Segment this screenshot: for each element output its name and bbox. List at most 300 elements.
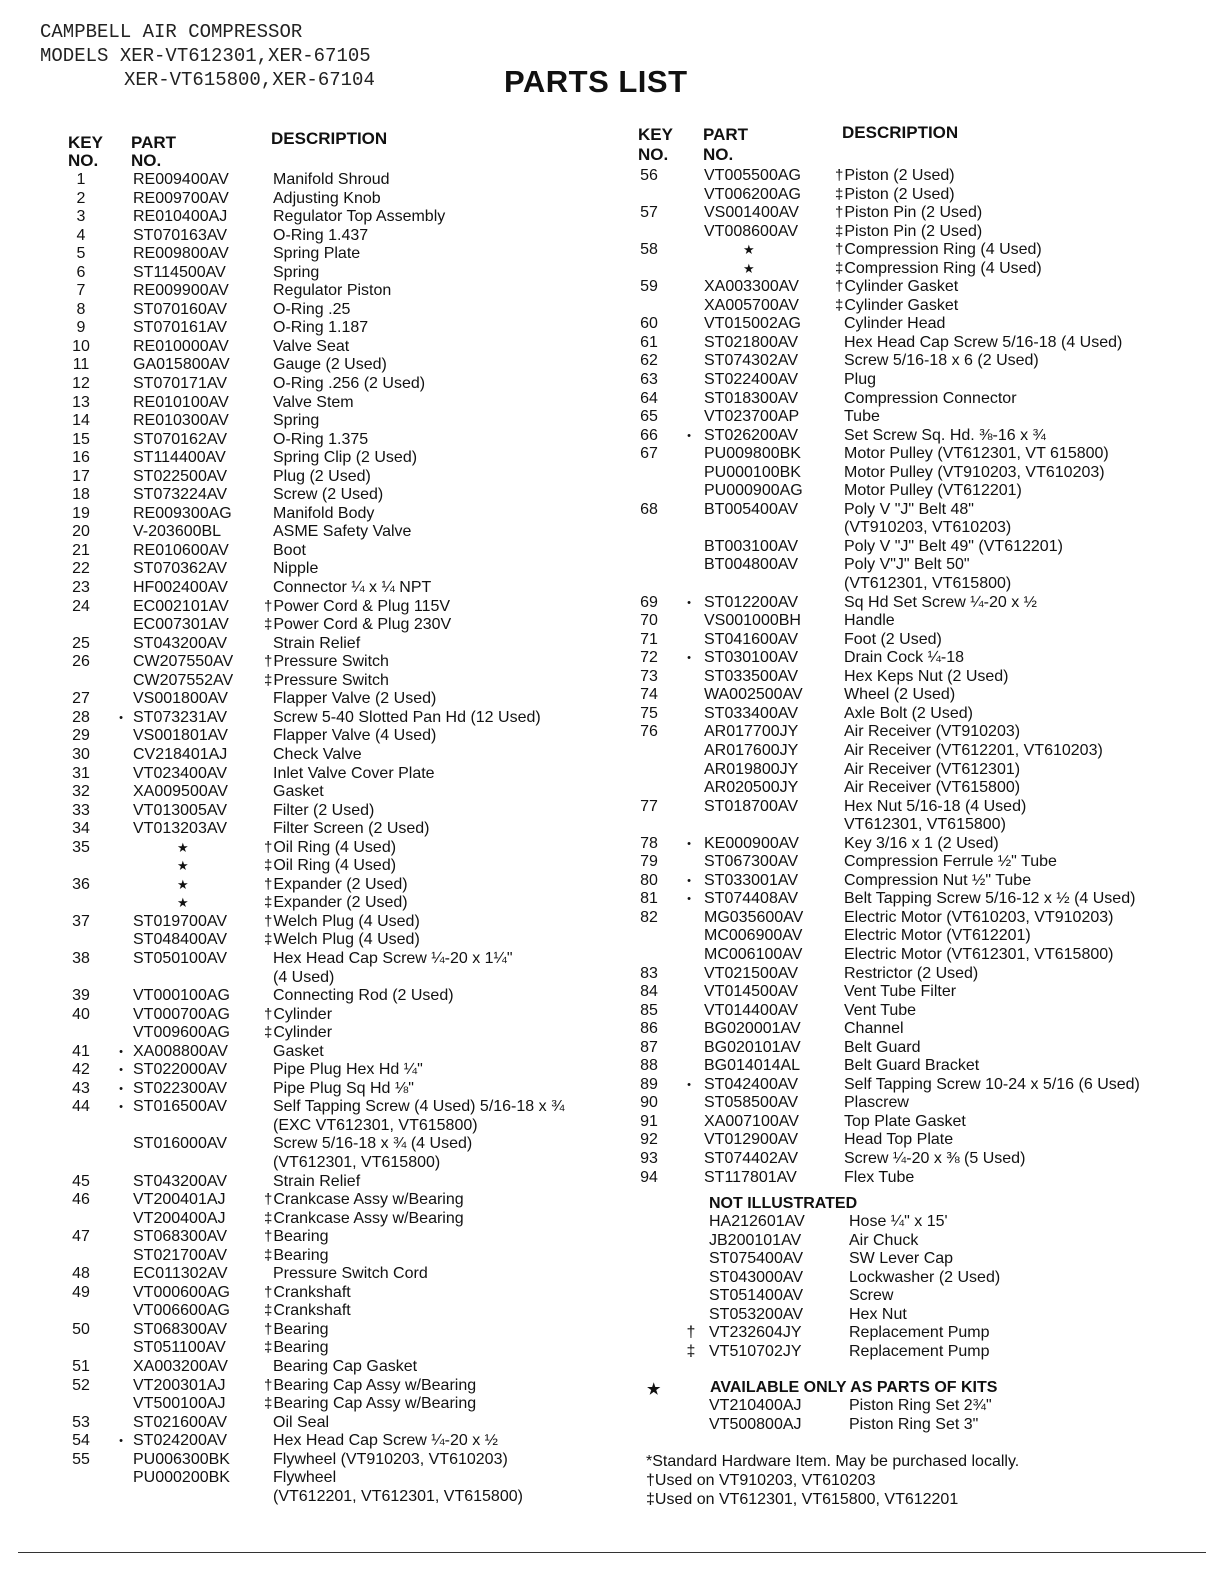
parts-row (0, 1173, 610, 1192)
part-description: †Cylinder Gasket (835, 278, 959, 296)
model-marker: ‡ (835, 222, 844, 240)
key-number: 70 (640, 612, 658, 630)
part-description: Flex Tube (844, 1168, 915, 1186)
key-number: † (686, 1324, 696, 1342)
part-description: Belt Guard (844, 1038, 921, 1056)
right-part-header: PART (703, 125, 749, 144)
part-description: Oil Seal (273, 1413, 330, 1431)
model-marker: † (264, 1005, 273, 1023)
parts-row (0, 1469, 610, 1488)
key-number: 62 (640, 352, 658, 370)
key-number: 41 (72, 1042, 90, 1060)
key-number: 51 (72, 1358, 90, 1375)
part-number: ST070161AV (133, 319, 227, 337)
key-number: 21 (72, 541, 90, 559)
key-number: 45 (72, 1172, 90, 1190)
part-description: Valve Stem (273, 393, 354, 411)
standard-hardware-mark: • (687, 837, 691, 850)
standard-hardware-mark: • (119, 1101, 123, 1114)
key-number: 1 (76, 171, 86, 188)
part-number: VT013005AV (133, 801, 227, 819)
model-marker: ‡ (264, 931, 273, 949)
part-number: VT500100AJ (133, 1395, 226, 1413)
key-number: 46 (72, 1191, 90, 1209)
part-number: BT003100AV (704, 537, 798, 555)
part-number: VT014400AV (704, 1001, 798, 1019)
key-number: 5 (76, 245, 86, 263)
part-number: V-203600BL (133, 523, 222, 541)
page-title: PARTS LIST (504, 64, 688, 99)
model-marker: ‡ (264, 1339, 273, 1357)
part-number: ST042400AV (704, 1075, 798, 1093)
parts-row (620, 352, 1200, 371)
part-number: VS001400AV (704, 204, 799, 222)
parts-row (620, 501, 1200, 520)
part-description: Electric Motor (VT610203, VT910203) (844, 908, 1114, 926)
part-number: XA009500AV (133, 783, 228, 801)
key-number: 36 (72, 875, 90, 893)
key-number: 16 (72, 449, 90, 467)
part-description: †Piston Pin (2 Used) (835, 204, 983, 222)
part-number: VT000700AG (133, 1005, 230, 1023)
parts-row (620, 315, 1200, 334)
parts-row (620, 1002, 1200, 1021)
part-number: ST030100AV (704, 649, 798, 667)
parts-row (0, 1395, 610, 1414)
part-number: CV218401AJ (133, 745, 228, 763)
standard-hardware-mark: • (119, 1045, 123, 1058)
standard-hardware-mark: • (687, 1078, 691, 1091)
key-number: 14 (72, 412, 90, 430)
key-number: 17 (72, 467, 90, 485)
key-number: 89 (640, 1075, 658, 1093)
part-number: XA008800AV (133, 1042, 228, 1060)
key-number: 44 (72, 1098, 90, 1116)
part-description: Cylinder Head (844, 315, 946, 333)
part-number: ST024200AV (133, 1432, 227, 1450)
key-number: 68 (640, 500, 658, 518)
part-number: ST016000AV (133, 1135, 227, 1153)
parts-row (620, 779, 1200, 798)
key-number: 94 (640, 1168, 658, 1186)
part-description: Motor Pulley (VT612201) (844, 482, 1022, 500)
part-number: ST074408AV (704, 890, 798, 908)
key-number: 73 (640, 667, 658, 685)
model-marker: † (835, 167, 844, 184)
part-description: Compression Connector (844, 389, 1017, 407)
key-number: 40 (72, 1005, 90, 1023)
part-description: Connecting Rod (2 Used) (273, 987, 454, 1005)
model-marker: ‡ (264, 1024, 273, 1042)
key-number: 10 (72, 337, 90, 355)
part-description: ‡Cylinder (264, 1024, 333, 1042)
parts-row (620, 1131, 1200, 1150)
part-number: ST058500AV (704, 1094, 798, 1112)
parts-row (0, 523, 610, 542)
part-number: ST051400AV (709, 1287, 803, 1305)
part-number: BG020001AV (704, 1020, 801, 1038)
part-description: Flywheel (273, 1469, 337, 1487)
part-number: ST026200AV (704, 426, 798, 444)
part-number: RE010300AV (133, 412, 229, 430)
part-number: CW207552AV (133, 671, 234, 689)
part-description: Compression Ferrule ½" Tube (844, 853, 1057, 871)
part-description: †Piston (2 Used) (835, 167, 955, 184)
parts-row (620, 334, 1200, 353)
part-number: VS001800AV (133, 690, 228, 708)
part-number: MG035600AV (704, 908, 804, 926)
parts-row (620, 186, 1200, 205)
part-description: Check Valve (273, 745, 362, 763)
parts-row (620, 927, 1200, 946)
part-description: Hex Nut 5/16-18 (4 Used) (844, 797, 1027, 815)
part-description: Screw ¼-20 x ⅜ (5 Used) (844, 1149, 1026, 1167)
part-number: VS001801AV (133, 727, 228, 745)
part-number: JB200101AV (709, 1231, 802, 1249)
part-number: RE009300AG (133, 504, 232, 522)
parts-row (0, 394, 610, 413)
part-description: †Bearing Cap Assy w/Bearing (264, 1376, 477, 1394)
key-number: 4 (76, 226, 86, 244)
key-number: 66 (640, 426, 658, 444)
part-description: Screw 5/16-18 x 6 (2 Used) (844, 352, 1039, 370)
parts-row (0, 1061, 610, 1080)
parts-row (620, 575, 1200, 594)
key-number: 85 (640, 1001, 658, 1019)
parts-row (620, 445, 1200, 464)
part-number: GA015800AV (133, 356, 230, 374)
parts-row (0, 635, 610, 654)
key-number: 9 (76, 319, 86, 337)
part-description: (VT612301, VT615800) (273, 1153, 441, 1171)
part-number: ST048400AV (133, 931, 227, 949)
model-marker: † (264, 1376, 273, 1394)
part-description: Wheel (2 Used) (844, 686, 956, 704)
standard-hardware-mark: • (687, 874, 691, 887)
part-number: VT005500AG (704, 167, 801, 184)
key-number: 32 (72, 783, 90, 801)
parts-row (0, 598, 610, 617)
standard-hardware-mark: • (119, 1064, 123, 1077)
part-description: Nipple (273, 560, 319, 578)
part-number: PU006300BK (133, 1450, 230, 1468)
part-description: VT612301, VT615800) (844, 816, 1006, 834)
part-description: †Pressure Switch (264, 653, 389, 671)
part-number: ST022000AV (133, 1061, 227, 1079)
part-description: Connector ¼ x ¼ NPT (273, 579, 432, 597)
key-number: 74 (640, 686, 658, 704)
part-number: VT023400AV (133, 764, 227, 782)
not-illustrated-list (620, 1213, 1200, 1361)
part-number: PU000200BK (133, 1469, 230, 1487)
parts-row (620, 1343, 1200, 1362)
parts-row (0, 1191, 610, 1210)
part-description: Regulator Piston (273, 282, 392, 300)
part-description: Self Tapping Screw (4 Used) 5/16-18 x ¾ (273, 1098, 565, 1116)
footnote-standard-hardware: *Standard Hardware Item. May be purchased locally. (646, 1453, 1020, 1470)
part-description: Head Top Plate (844, 1131, 954, 1149)
key-number: 79 (640, 853, 658, 871)
part-description: Compression Nut ½" Tube (844, 871, 1032, 889)
part-number: ST070362AV (133, 560, 227, 578)
key-number: 59 (640, 278, 658, 296)
part-description: Belt Guard Bracket (844, 1057, 980, 1075)
part-description: Tube (844, 408, 880, 426)
part-description: †Compression Ring (4 Used) (835, 241, 1042, 259)
parts-row (0, 468, 610, 487)
part-number: PU000100BK (704, 463, 801, 481)
part-number: ST018300AV (704, 389, 798, 407)
part-description: Motor Pulley (VT612301, VT 615800) (844, 445, 1109, 463)
right-description-header: DESCRIPTION (842, 123, 959, 142)
part-description: Axle Bolt (2 Used) (844, 704, 973, 722)
part-number: MC006100AV (704, 945, 803, 963)
part-number: VS001000BH (704, 612, 801, 630)
part-number: ST022300AV (133, 1079, 227, 1097)
part-description: Restrictor (2 Used) (844, 964, 979, 982)
standard-hardware-mark: • (119, 1082, 123, 1095)
parts-row (0, 1451, 610, 1470)
part-number: PU000900AG (704, 482, 803, 500)
part-number: ST033500AV (704, 667, 798, 685)
parts-row (620, 167, 1200, 186)
part-description: ‡Welch Plug (4 Used) (264, 931, 420, 949)
part-description: ‡Bearing (264, 1246, 329, 1264)
parts-row (0, 1265, 610, 1284)
kit-star-icon: ★ (743, 260, 755, 276)
part-number: ST033001AV (704, 871, 798, 889)
part-description: Hex Keps Nut (2 Used) (844, 667, 1009, 685)
part-description: ‡Bearing Cap Assy w/Bearing (264, 1395, 477, 1413)
parts-row (620, 1397, 1200, 1416)
key-number: 57 (640, 204, 658, 222)
part-number: AR017700JY (704, 723, 799, 741)
parts-row (620, 1057, 1200, 1076)
part-description: (4 Used) (273, 968, 335, 986)
not-illustrated-heading: NOT ILLUSTRATED (709, 1195, 858, 1212)
part-description: (VT910203, VT610203) (844, 519, 1012, 537)
parts-row (0, 653, 610, 672)
part-number: ST016500AV (133, 1098, 227, 1116)
part-number: ST070171AV (133, 375, 227, 393)
part-description: Pressure Switch Cord (273, 1265, 428, 1283)
parts-row (620, 464, 1200, 483)
part-number: HA212601AV (709, 1213, 805, 1230)
parts-row (0, 338, 610, 357)
key-number: 15 (72, 430, 90, 448)
key-number: 84 (640, 983, 658, 1001)
parts-row (620, 1113, 1200, 1132)
parts-row (0, 616, 610, 635)
part-description: Hose ¼" x 15' (849, 1213, 948, 1230)
part-description: O-Ring 1.375 (273, 430, 369, 448)
parts-row (620, 1169, 1200, 1188)
part-description: Bearing Cap Gasket (273, 1358, 418, 1375)
kits-heading: AVAILABLE ONLY AS PARTS OF KITS (710, 1379, 998, 1396)
part-description: †Power Cord & Plug 115V (264, 597, 451, 615)
part-number: VT014500AV (704, 983, 798, 1001)
footnote-double-dagger: ‡Used on VT612301, VT615800, VT612201 (646, 1491, 959, 1508)
parts-row (620, 1269, 1200, 1288)
parts-row (0, 876, 610, 895)
part-description: †Crankcase Assy w/Bearing (264, 1191, 464, 1209)
part-description: Pipe Plug Sq Hd ⅛" (273, 1079, 414, 1097)
parts-row (0, 412, 610, 431)
key-number: 38 (72, 949, 90, 967)
parts-row (0, 931, 610, 950)
key-number: 80 (640, 871, 658, 889)
part-description: (VT612301, VT615800) (844, 575, 1012, 593)
part-number: RE009700AV (133, 189, 229, 207)
part-number: VT013203AV (133, 820, 227, 838)
key-number: 56 (640, 167, 658, 184)
part-number: ST022500AV (133, 467, 227, 485)
part-description: Screw 5/16-18 x ¾ (4 Used) (273, 1135, 473, 1153)
part-description: †Cylinder (264, 1005, 333, 1023)
part-description: Screw (2 Used) (273, 486, 384, 504)
part-number: ST070160AV (133, 300, 227, 318)
key-number: 87 (640, 1038, 658, 1056)
part-description: Air Receiver (VT910203) (844, 723, 1021, 741)
parts-row (0, 1080, 610, 1099)
parts-row (620, 909, 1200, 928)
part-number: CW207550AV (133, 653, 234, 671)
parts-row (0, 208, 610, 227)
part-description: (EXC VT612301, VT615800) (273, 1116, 478, 1134)
part-description: ‡Crankcase Assy w/Bearing (264, 1209, 464, 1227)
parts-row (620, 1324, 1200, 1343)
parts-row (620, 1150, 1200, 1169)
parts-row (620, 705, 1200, 724)
part-number: VT200301AJ (133, 1376, 226, 1394)
part-number: VT510702JY (709, 1342, 802, 1360)
part-number: EC007301AV (133, 616, 229, 634)
key-number: 34 (72, 820, 90, 838)
parts-row (620, 260, 1200, 279)
kit-star-icon: ★ (743, 242, 755, 258)
parts-row (0, 1339, 610, 1358)
key-number: 77 (640, 797, 658, 815)
parts-row (0, 1024, 610, 1043)
parts-row (620, 1039, 1200, 1058)
parts-row (0, 319, 610, 338)
model-marker: † (835, 278, 844, 296)
part-description: O-Ring 1.437 (273, 226, 369, 244)
part-number: ST070163AV (133, 226, 227, 244)
parts-row (0, 449, 610, 468)
key-number: 55 (72, 1450, 90, 1468)
parts-row (0, 560, 610, 579)
part-description: Gauge (2 Used) (273, 356, 387, 374)
part-description: Motor Pulley (VT910203, VT610203) (844, 463, 1105, 481)
parts-row (620, 612, 1200, 631)
part-number: VT006600AG (133, 1302, 230, 1320)
model-marker: ‡ (264, 616, 273, 634)
part-description: †Oil Ring (4 Used) (264, 838, 397, 856)
parts-row (620, 278, 1200, 297)
part-description: †Bearing (264, 1228, 329, 1246)
parts-row (620, 1416, 1200, 1435)
bottom-rule (18, 1552, 1206, 1553)
part-description: Lockwasher (2 Used) (849, 1268, 1001, 1286)
parts-row (620, 371, 1200, 390)
part-description: ‡Oil Ring (4 Used) (264, 857, 397, 875)
key-number: 39 (72, 987, 90, 1005)
part-description: O-Ring .25 (273, 300, 351, 318)
part-number: ST043200AV (133, 634, 227, 652)
model-marker: ‡ (264, 1209, 273, 1227)
parts-row (0, 1488, 610, 1507)
parts-row (620, 1213, 1200, 1232)
parts-row (620, 538, 1200, 557)
parts-row (0, 894, 610, 913)
model-marker: † (264, 875, 273, 893)
part-number: AR017600JY (704, 741, 799, 759)
right-no-header: NO. (638, 145, 669, 164)
key-number: 29 (72, 727, 90, 745)
parts-row (0, 950, 610, 969)
parts-row (0, 1302, 610, 1321)
part-description: ‡Expander (2 Used) (264, 894, 408, 912)
part-description: Air Receiver (VT612201, VT610203) (844, 741, 1103, 759)
key-number: 20 (72, 523, 90, 541)
part-number: VT000600AG (133, 1283, 230, 1301)
part-number: VT232604JY (709, 1324, 802, 1342)
part-number: ST068300AV (133, 1320, 227, 1338)
part-description: Boot (273, 541, 306, 559)
part-description: Replacement Pump (849, 1342, 990, 1360)
key-number: 33 (72, 801, 90, 819)
key-number: 61 (640, 333, 658, 351)
key-number: 53 (72, 1413, 90, 1431)
parts-row (620, 519, 1200, 538)
key-number: 90 (640, 1094, 658, 1112)
standard-hardware-mark: • (687, 652, 691, 665)
key-number: 72 (640, 649, 658, 667)
parts-row (620, 890, 1200, 909)
part-description: Spring (273, 263, 320, 281)
part-number: ST018700AV (704, 797, 798, 815)
parts-row (620, 223, 1200, 242)
parts-row (620, 1076, 1200, 1095)
part-number: BT004800AV (704, 556, 798, 574)
part-description: Handle (844, 612, 895, 630)
model-marker: † (264, 597, 273, 615)
parts-row (620, 297, 1200, 316)
part-number: VT012900AV (704, 1131, 798, 1149)
part-number: RE009900AV (133, 282, 229, 300)
key-number: 91 (640, 1112, 658, 1130)
parts-row (0, 375, 610, 394)
part-number: ST073231AV (133, 708, 227, 726)
part-number: ST033400AV (704, 704, 798, 722)
key-number: 81 (640, 890, 658, 908)
parts-row (0, 709, 610, 728)
parts-row (0, 1414, 610, 1433)
part-number: BG014014AL (704, 1057, 801, 1075)
part-number: RE010600AV (133, 541, 229, 559)
part-description: O-Ring .256 (2 Used) (273, 375, 426, 393)
kit-star-icon: ★ (177, 839, 189, 855)
part-number: ST070162AV (133, 430, 227, 448)
parts-row (0, 431, 610, 450)
part-description: ‡Compression Ring (4 Used) (835, 259, 1042, 277)
parts-row (620, 816, 1200, 835)
kit-star-icon: ★ (177, 895, 189, 911)
part-number: ST021700AV (133, 1246, 227, 1264)
parts-row (620, 1287, 1200, 1306)
key-number: 65 (640, 408, 658, 426)
